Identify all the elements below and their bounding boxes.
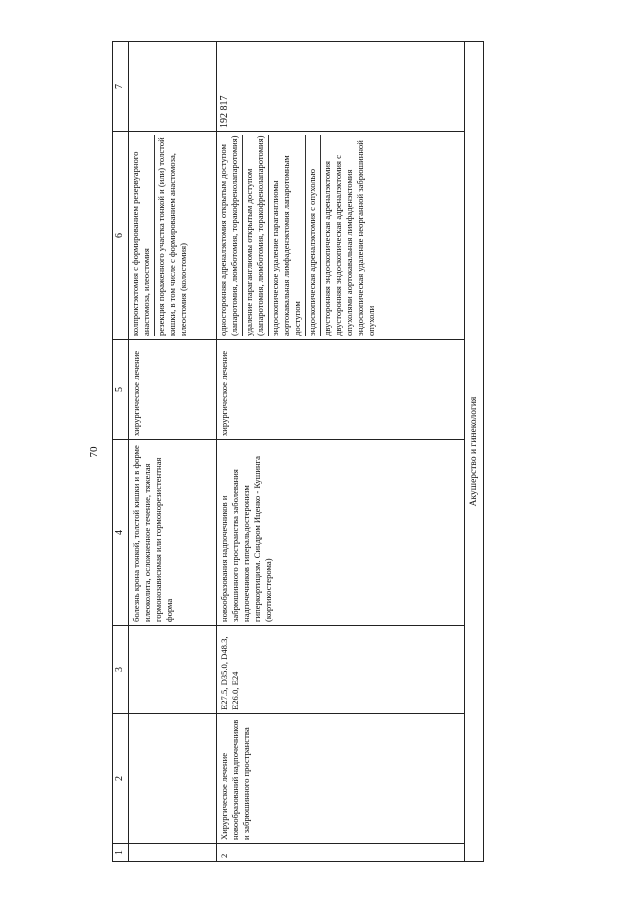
- model-text: болезнь крона тонкой, толстой кишки и в форме илеоколита, осложненное течение, тяжелая гормонозависимая или гормонорезистентная форма: [128, 440, 216, 626]
- method-item: односторонняя адреналэктомия открытым доступом (лапаротомия, люмботомия, торакофренолапаротомия): [217, 135, 243, 336]
- section-title: Акушерство и гинекология: [464, 42, 483, 862]
- methods-cell: [128, 132, 216, 340]
- model-text: новообразования надпочечников и забрюшинного пространства заболевания надпочечников гиперальдостеронизм гиперкортицизм. Синдром Иценко - Кушинга (кортикостерома): [216, 440, 464, 626]
- row-number: 2: [216, 844, 464, 862]
- page-number: 70: [88, 446, 100, 458]
- services-table: [112, 41, 484, 862]
- method-item: резекция пораженного участка тонкой и (или) толстой кишки, в том числе с формированием анастомоза, илеостомия (колостомия): [155, 137, 188, 336]
- method-item: двусторонняя эндоскопическая адреналэктомия двусторонняя эндоскопическая адреналэктомия с опухолями аортокавальная лимфаденэктомия эндоскопическая удаление неорганной забрюшинной опухоли: [321, 140, 376, 336]
- table-row-continuation: [128, 42, 216, 862]
- colnum-7: 7: [113, 42, 129, 132]
- treatment-text: хирургическое лечение: [128, 340, 216, 440]
- table-row-2: [216, 42, 464, 862]
- column-number-row: [113, 42, 129, 862]
- colnum-5: 5: [113, 340, 129, 440]
- rotated-content: [80, 42, 560, 862]
- colnum-4: 4: [113, 440, 129, 626]
- icd-codes: E27.5, D35.0, D48.3, E26.0, E24: [216, 626, 464, 714]
- method-item: удаление параганглиомы открытым доступом (лапаротомия, люмботомия, торакофренолапаротомия): [243, 135, 269, 336]
- colnum-3: 3: [113, 626, 129, 714]
- colnum-2: 2: [113, 714, 129, 844]
- method-item: колпроктэктомия с формированием резервуарного анастомоза, илеостомия: [129, 135, 155, 336]
- method-item: эндоскопическое удаление параганглиомы аортокавальная лимфаденэктомия лапаротомным доступом: [269, 135, 306, 336]
- methods-cell: [216, 132, 464, 340]
- cost-value: 192 817: [216, 42, 464, 132]
- service-name: Хирургическое лечение новообразований надпочечников и забрюшинного пространства: [216, 714, 464, 844]
- colnum-1: 1: [113, 844, 129, 862]
- method-item: эндоскопическая адреналэктомия с опухолью: [306, 135, 321, 336]
- treatment-text: хирургическое лечение: [216, 340, 464, 440]
- section-header-row: [464, 42, 483, 862]
- colnum-6: 6: [113, 132, 129, 340]
